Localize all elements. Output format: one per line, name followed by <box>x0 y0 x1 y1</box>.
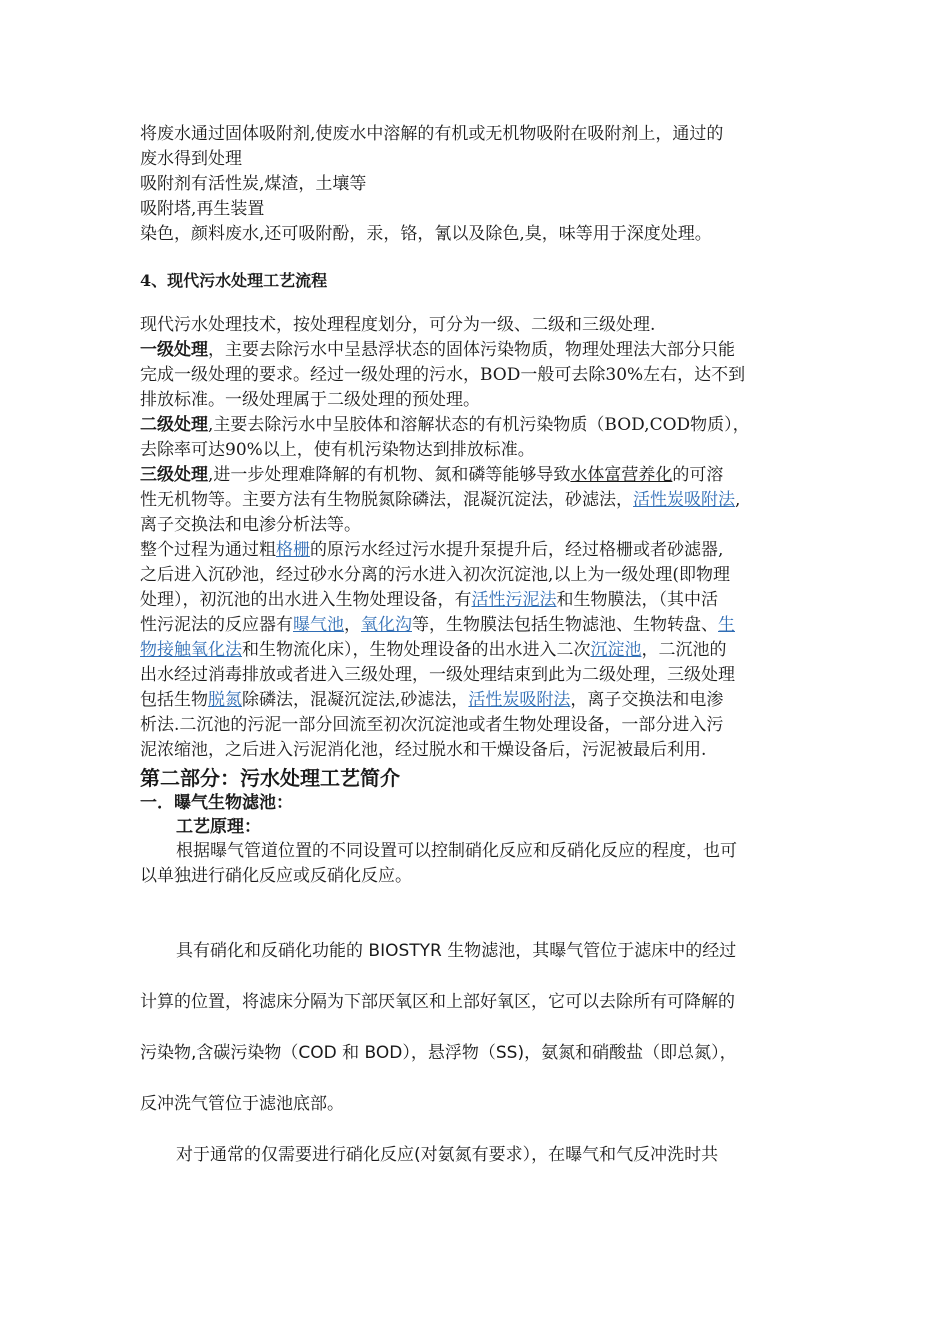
text-span: 的原污水经过污水提升泵提升后，经过格栅或者砂滤器, <box>310 540 724 560</box>
text-line: 将废水通过固体吸附剂,使废水中溶解的有机或无机物吸附在吸附剂上，通过的 <box>140 124 724 144</box>
level3-paragraph <box>140 463 820 538</box>
text-line: 污染物,含碳污染物（COD 和 BOD），悬浮物（SS)，氨氮和硝酸盐（即总氮）， <box>140 1043 737 1063</box>
text-span: 的可溶 <box>672 465 724 485</box>
text-span: 和生物流化床），生物处理设备的出水进入二次 <box>242 640 591 660</box>
adsorption-paragraph <box>140 122 820 247</box>
section-heading-4: 4、现代污水处理工艺流程 <box>140 271 328 290</box>
text-line: 计算的位置，将滤床分隔为下部厌氧区和上部好氧区，它可以去除所有可降解的 <box>140 992 735 1012</box>
text-line: 反冲洗气管位于滤池底部。 <box>140 1094 344 1114</box>
text-span: ，二沉池的 <box>641 640 727 660</box>
text-span: ,进一步处理难降解的有机物、氮和磷等能够导致 <box>208 465 571 485</box>
process-paragraph <box>140 538 820 763</box>
text-line: 出水经过消毒排放或者进入三级处理，一级处理结束到此为二级处理，三级处理 <box>140 665 735 685</box>
text-line: 析法.二沉池的污泥一部分回流至初次沉淀池或者生物处理设备，一部分进入污 <box>140 715 724 735</box>
text-span: 处理），初沉池的出水进入生物处理设备，有 <box>140 590 472 610</box>
link-bio-contact-oxidation[interactable]: 生 <box>718 615 735 635</box>
link-bio-contact-oxidation[interactable]: 物接触氧化法 <box>140 640 242 660</box>
part-two-heading: 第二部分：污水处理工艺简介 <box>140 766 400 790</box>
link-oxidation-ditch[interactable]: 氧化沟 <box>361 615 412 635</box>
text-line: 泥浓缩池，之后进入污泥消化池，经过脱水和干燥设备后，污泥被最后利用. <box>140 740 707 760</box>
text-line: 以单独进行硝化反应或反硝化反应。 <box>140 866 412 886</box>
text-span: 和生物膜法，（其中活 <box>556 590 718 610</box>
text-line: 吸附塔,再生装置 <box>140 199 265 219</box>
link-sedimentation-tank[interactable]: 沉淀池 <box>590 640 642 660</box>
link-activated-carbon-adsorption[interactable]: 活性炭吸附法 <box>468 690 571 710</box>
level2-term: 二级处理 <box>140 415 208 435</box>
text-span: 性污泥法的反应器有 <box>140 615 293 635</box>
level2-paragraph <box>140 413 820 463</box>
section-one-heading: 一．曝气生物滤池： <box>140 793 293 813</box>
text-line: 排放标准。一级处理属于二级处理的预处理。 <box>140 390 480 410</box>
text-line: 吸附剂有活性炭,煤渣，土壤等 <box>140 174 367 194</box>
principle-label: 工艺原理： <box>176 817 261 837</box>
text-line: 离子交换法和电渗分析法等。 <box>140 515 361 535</box>
eutrophication-underline: 水体富营养化 <box>570 465 673 485</box>
link-grille[interactable]: 格栅 <box>276 540 310 560</box>
text-line: 完成一级处理的要求。经过一级处理的污水，BOD一般可去除30%左右，达不到 <box>140 365 746 385</box>
text-span: , <box>735 490 741 510</box>
text-span: ,主要去除污水中呈胶体和溶解状态的有机污染物质（BOD,COD物质）， <box>208 415 750 435</box>
text-line: 对于通常的仅需要进行硝化反应(对氨氮有要求），在曝气和气反冲洗时共 <box>176 1145 719 1165</box>
text-span: 整个过程为通过粗 <box>140 540 276 560</box>
principle-paragraph <box>140 839 820 889</box>
text-span: 除磷法，混凝沉淀法,砂滤法， <box>242 690 469 710</box>
text-line: 具有硝化和反硝化功能的 BIOSTYR 生物滤池，其曝气管位于滤床中的经过 <box>176 941 737 961</box>
link-activated-sludge[interactable]: 活性污泥法 <box>471 590 557 610</box>
text-line: 之后进入沉砂池，经过砂水分离的污水进入初次沉淀池,以上为一级处理(即物理 <box>140 565 731 585</box>
text-line: 废水得到处理 <box>140 149 242 169</box>
level1-term: 一级处理 <box>140 340 208 360</box>
text-span: ，主要去除污水中呈悬浮状态的固体污染物质，物理处理法大部分只能 <box>208 340 735 360</box>
link-denitrification[interactable]: 脱氮 <box>208 690 242 710</box>
text-line: 根据曝气管道位置的不同设置可以控制硝化反应和反硝化反应的程度，也可 <box>176 841 737 861</box>
biostyr-paragraph <box>140 926 820 1181</box>
text-span: ，离子交换法和电渗 <box>570 690 724 710</box>
level1-paragraph <box>140 338 820 413</box>
link-aeration-tank[interactable]: 曝气池 <box>293 615 344 635</box>
text-line: 染色，颜料废水,还可吸附酚，汞，铬，氰以及除色,臭，味等用于深度处理。 <box>140 224 712 244</box>
text-span: ， <box>344 615 361 635</box>
text-span: 等，生物膜法包括生物滤池、生物转盘、 <box>412 615 718 635</box>
link-activated-carbon-adsorption[interactable]: 活性炭吸附法 <box>633 490 735 510</box>
text-line: 去除率可达90%以上，使有机污染物达到排放标准。 <box>140 440 535 460</box>
level3-term: 三级处理 <box>140 465 208 485</box>
document-page <box>140 122 820 1181</box>
text-span: 包括生物 <box>140 690 208 710</box>
intro-line: 现代污水处理技术，按处理程度划分，可分为一级、二级和三级处理. <box>140 315 656 335</box>
text-span: 性无机物等。主要方法有生物脱氮除磷法，混凝沉淀法，砂滤法， <box>140 490 633 510</box>
